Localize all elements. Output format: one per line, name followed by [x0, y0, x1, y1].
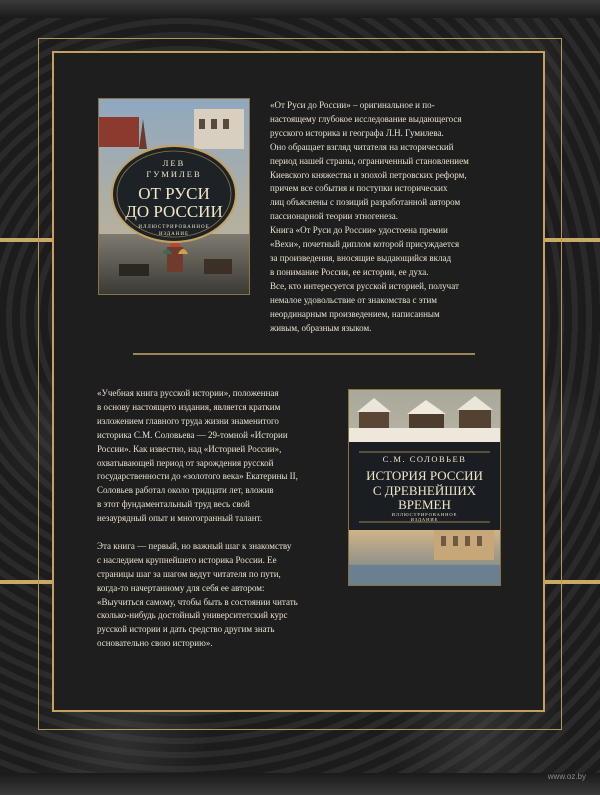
description-line: Книга «От Руси до России» удостоена премии — [270, 225, 448, 236]
cover-subtitle-line1: ИЛЛЮСТРИРОВАННОЕ — [138, 225, 210, 230]
description-line: пассионарной теории этногенеза. — [270, 211, 399, 222]
book1-description — [270, 99, 510, 335]
section-divider — [133, 353, 475, 355]
description-line: русского историка и географа Л.Н. Гумилева. — [270, 127, 444, 138]
description-line: «Выучиться самому, чтобы быть в состоянии читать — [97, 596, 298, 607]
description-line: охватывающей период от зарождения русской — [97, 457, 274, 468]
description-line: государственности до «золотого века» Екатерины II, — [97, 471, 298, 482]
description-line: Киевского княжества и эпохой петровских реформ, — [270, 169, 467, 180]
cover2-subtitle-line1: ИЛЛЮСТРИРОВАННОЕ — [391, 512, 458, 517]
cover2-subtitle-line2: ИЗДАНИЕ — [410, 517, 439, 522]
cover2-title-line1: ИСТОРИЯ РОССИИ — [366, 468, 483, 483]
description-line: в этот фундаментальный труд весь свой — [97, 499, 250, 510]
paragraph-gap — [97, 526, 342, 540]
description-line: «От Руси до России» – оригинальное и по- — [270, 100, 435, 110]
description-line: период нашей страны, ограниченный становлением — [270, 155, 469, 166]
description-line: Все, кто интересуется русской историей, получат — [270, 280, 459, 291]
description-line: живым, образным языком. — [270, 322, 372, 333]
cover-author-line1: ЛЕВ — [162, 158, 186, 168]
description-line: изложением главного труда жизни знаменитого — [97, 415, 279, 426]
cover-author-line2: ГУМИЛЕВ — [146, 169, 202, 179]
description-line: в понимание России, ее истории, ее духа. — [270, 266, 429, 277]
cover-title-line1: ОТ РУСИ — [138, 184, 210, 203]
cover2-title-line2: С ДРЕВНЕЙШИХ — [372, 483, 477, 498]
description-line: за произведения, вносящие выдающийся вклад — [270, 252, 452, 263]
top-edge — [0, 0, 600, 18]
description-line: причем все события и поступки исторических — [270, 183, 448, 194]
description-line: лиц объяснены с позиций разработанной автором — [270, 197, 461, 208]
description-line: Оно обращает взгляд читателя на исторический — [270, 141, 454, 152]
description-line: Эта книга — первый, но важный шаг к знакомству — [97, 540, 292, 551]
description-line: русской истории и дать средство другим знать — [97, 624, 275, 635]
description-line: основательно свою историю». — [97, 638, 213, 649]
description-line: «Учебная книга русской истории», положенная — [97, 388, 279, 398]
description-line: Соловьев работал около тридцати лет, вложив — [97, 485, 274, 496]
watermark: www.oz.by — [547, 772, 586, 781]
description-line: настоящему глубокое исследование выдающегося — [270, 113, 462, 124]
description-line: России». Как известно, над «Историей России», — [97, 443, 282, 454]
description-line: «Вехи», почетный диплом которой присуждается — [270, 239, 460, 250]
description-line: сколько-нибудь достойный университетский курс — [97, 610, 288, 621]
cover2-author: С.М. СОЛОВЬЕВ — [382, 454, 467, 464]
cover-title-line2: ДО РОССИИ — [125, 202, 223, 221]
description-line: историка С.М. Соловьева — 29-томной «Истории — [97, 429, 288, 440]
description-line: когда-то начертанному для себя ее автором: — [97, 582, 265, 593]
description-line: страницы шаг за шагом ведут читателя по пути, — [97, 568, 281, 579]
description-line: незаурядный опыт и многогранный талант. — [97, 513, 263, 524]
book-cover-gumilev[interactable] — [98, 98, 250, 295]
description-line: немалое удовольствие от знакомства с этим — [270, 294, 438, 305]
description-line: неординарным произведением, написанным — [270, 308, 440, 319]
description-line: с наследием крупнейшего историка России. Ее — [97, 554, 277, 565]
cover-subtitle-line2: ИЗДАНИЕ — [158, 232, 190, 237]
description-line: в основу настоящего издания, является кратким — [97, 401, 281, 412]
bottom-edge — [0, 773, 600, 795]
book-cover-soloviev[interactable] — [348, 389, 501, 586]
cover2-title-line3: ВРЕМЕН — [398, 497, 451, 512]
book2-description — [97, 387, 342, 651]
